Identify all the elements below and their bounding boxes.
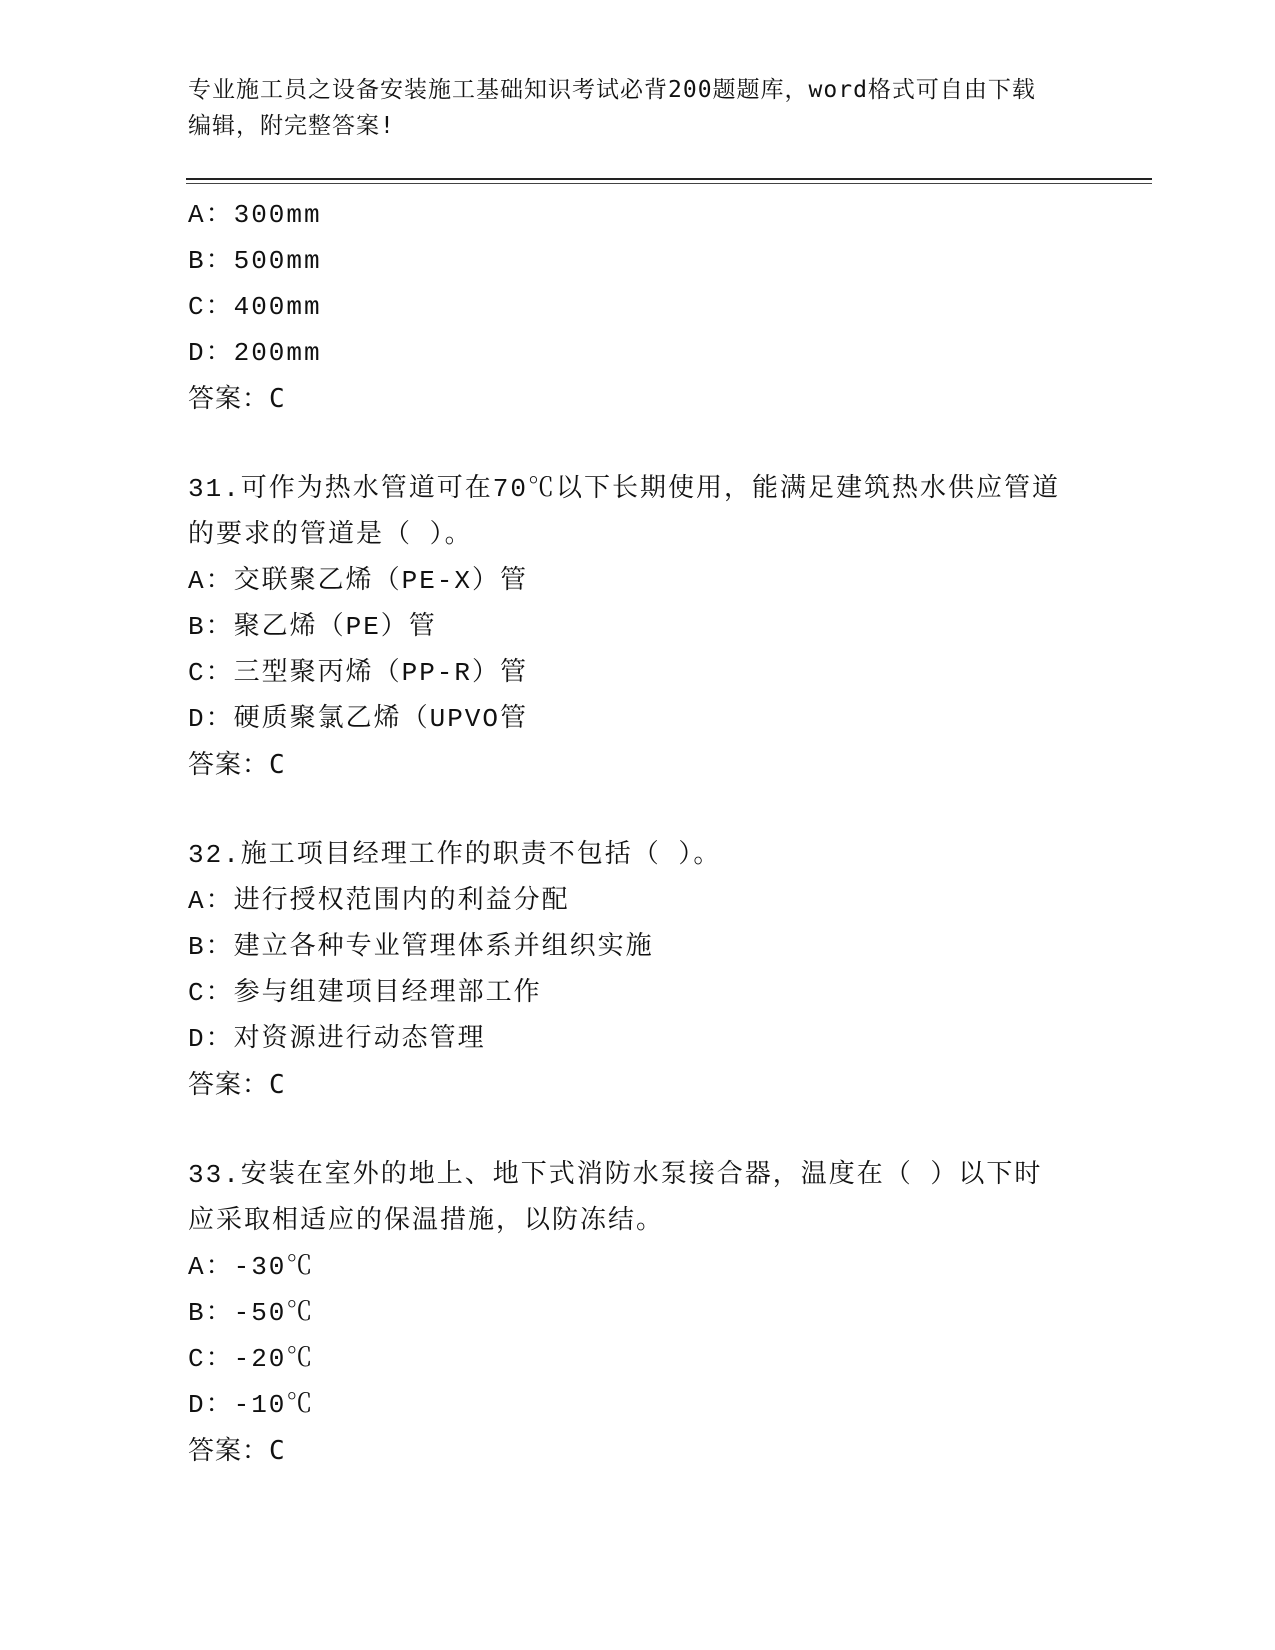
header-divider-thin [186, 183, 1152, 184]
question-list [188, 192, 1088, 1474]
option-a: A：-30℃ [188, 1252, 315, 1282]
option-d: D：-10℃ [188, 1390, 315, 1420]
option-c: C：三型聚丙烯（PP-R）管 [188, 658, 529, 688]
answer-line: 答案：C [188, 1070, 286, 1100]
option-b: B：500mm [188, 246, 322, 276]
option-a: A：进行授权范围内的利益分配 [188, 886, 570, 916]
option-b: B：建立各种专业管理体系并组织实施 [188, 932, 654, 962]
question-spacer [188, 422, 1088, 466]
question-33 [188, 1152, 1088, 1474]
option-c: C：-20℃ [188, 1344, 315, 1374]
option-c: C：400mm [188, 292, 322, 322]
option-d: D：200mm [188, 338, 322, 368]
option-b: B：聚乙烯（PE）管 [188, 612, 437, 642]
header-line-2: 编辑，附完整答案! [188, 113, 395, 139]
question-32 [188, 832, 1088, 1108]
option-d: D：对资源进行动态管理 [188, 1024, 486, 1054]
header-divider-thick [186, 178, 1152, 180]
question-stem-line-2: 应采取相适应的保温措施，以防冻结。 [188, 1206, 665, 1236]
question-stem-line-1: 33.安装在室外的地上、地下式消防水泵接合器，温度在（ ）以下时 [188, 1160, 1043, 1190]
option-b: B：-50℃ [188, 1298, 315, 1328]
answer-line: 答案：C [188, 1436, 286, 1466]
option-a: A：交联聚乙烯（PE-X）管 [188, 566, 529, 596]
question-30 [188, 192, 1088, 422]
question-spacer [188, 1108, 1088, 1152]
question-spacer [188, 788, 1088, 832]
header-line-1: 专业施工员之设备安装施工基础知识考试必背200题题库，word格式可自由下载 [188, 77, 1036, 103]
document-header [188, 72, 1088, 144]
question-stem-line-1: 31.可作为热水管道可在70℃以下长期使用，能满足建筑热水供应管道 [188, 474, 1061, 504]
question-31 [188, 466, 1088, 788]
answer-line: 答案：C [188, 384, 286, 414]
question-stem-line-2: 的要求的管道是（ ）。 [188, 520, 473, 550]
option-d: D：硬质聚氯乙烯（UPVO管 [188, 704, 529, 734]
question-stem-line-1: 32.施工项目经理工作的职责不包括（ ）。 [188, 840, 722, 870]
answer-line: 答案：C [188, 750, 286, 780]
option-a: A：300mm [188, 200, 322, 230]
option-c: C：参与组建项目经理部工作 [188, 978, 542, 1008]
